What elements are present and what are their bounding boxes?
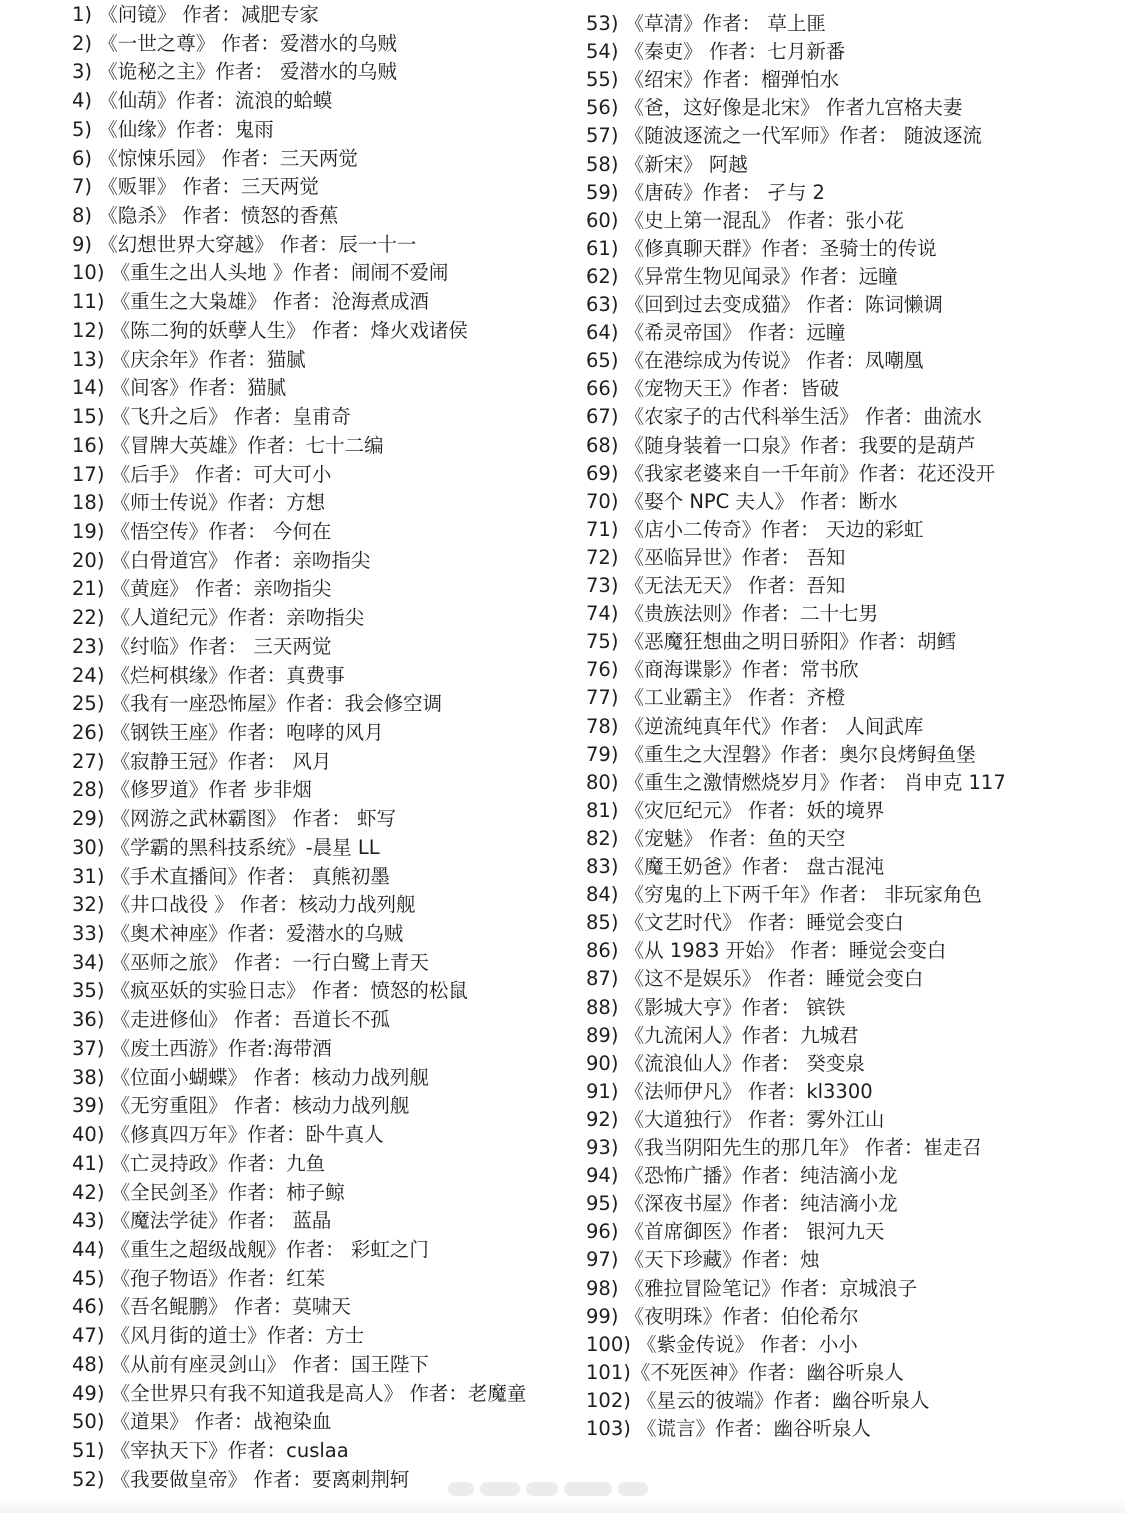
- book-entry: 40) 《修真四万年》作者：卧牛真人: [72, 1123, 384, 1147]
- book-entry: 31) 《手术直播间》作者： 真熊初墨: [72, 864, 390, 888]
- book-entry: 45) 《孢子物语》作者：红茱: [72, 1266, 326, 1290]
- book-entry: 39) 《无穷重阻》 作者：核动力战列舰: [72, 1094, 410, 1118]
- book-entry: 47) 《风月街的道士》作者：方士: [72, 1324, 365, 1348]
- book-entry: 38) 《位面小蝴蝶》 作者：核动力战列舰: [72, 1065, 429, 1089]
- book-entry: 77) 《工业霸主》 作者：齐橙: [586, 686, 846, 710]
- book-entry: 59) 《唐砖》作者： 孑与 2: [586, 180, 825, 204]
- book-entry: 41) 《亡灵持政》作者：九鱼: [72, 1151, 326, 1175]
- book-entry: 53) 《草清》作者： 草上匪: [586, 12, 826, 35]
- book-entry: 79) 《重生之大涅磐》作者：奥尔良烤鲟鱼堡: [586, 742, 976, 766]
- book-entry: 17) 《后手》 作者：可大可小: [72, 462, 332, 486]
- book-entry: 87) 《这不是娱乐》 作者：睡觉会变白: [586, 967, 924, 991]
- book-entry: 75) 《恶魔狂想曲之明日骄阳》作者：胡鳕: [586, 630, 957, 654]
- book-entry: 6) 《惊悚乐园》 作者：三天两觉: [72, 146, 358, 170]
- book-entry: 86) 《从 1983 开始》 作者：睡觉会变白: [586, 939, 947, 963]
- book-entry: 63) 《回到过去变成猫》 作者：陈词懒调: [586, 293, 943, 316]
- book-entry: 82) 《宠魅》 作者：鱼的天空: [586, 826, 846, 850]
- book-entry: 27) 《寂静王冠》作者： 风月: [72, 749, 332, 773]
- book-entry: 15) 《飞升之后》 作者：皇甫奇: [72, 405, 351, 429]
- book-entry: 94) 《恐怖广播》作者：纯洁滴小龙: [586, 1164, 898, 1188]
- book-entry: 32) 《井口战役 》 作者：核动力战列舰: [72, 893, 416, 917]
- book-entry: 4) 《仙葫》作者：流浪的蛤蟆: [72, 89, 333, 113]
- book-entry: 68) 《随身装着一口泉》作者：我要的是葫芦: [586, 433, 976, 457]
- book-entry: 51) 《宰执天下》作者：cuslaa: [72, 1439, 349, 1462]
- book-entry: 50) 《道果》 作者：战袍染血: [72, 1410, 332, 1434]
- book-entry: 43) 《魔法学徒》作者： 蓝晶: [72, 1209, 332, 1233]
- book-entry: 90) 《流浪仙人》作者： 癸变泉: [586, 1051, 865, 1075]
- book-entry: 91) 《法师伊凡》 作者：kl3300: [586, 1079, 873, 1103]
- book-entry: 12) 《陈二狗的妖孽人生》 作者：烽火戏诸侯: [72, 318, 468, 342]
- book-entry: 21) 《黄庭》 作者：亲吻指尖: [72, 577, 332, 601]
- book-entry: 7) 《贩罪》 作者：三天两觉: [72, 175, 319, 199]
- book-entry: 48) 《从前有座灵剑山》 作者：国王陛下: [72, 1352, 429, 1376]
- book-entry: 65) 《在港综成为传说》 作者：凤嘲凰: [586, 349, 924, 373]
- book-entry: 37) 《废土西游》作者:海带酒: [72, 1036, 332, 1060]
- book-entry: 88) 《影城大亨》作者： 镔铁: [586, 995, 846, 1019]
- book-entry: 101)《不死医神》作者：幽谷听泉人: [586, 1360, 904, 1384]
- book-entry: 61) 《修真聊天群》作者：圣骑士的传说: [586, 236, 937, 260]
- book-entry: 23) 《纣临》作者： 三天两觉: [72, 634, 332, 658]
- book-entry: 66) 《宠物天王》作者：皆破: [586, 377, 840, 401]
- book-entry: 9) 《幻想世界大穿越》 作者：辰一十一: [72, 232, 417, 256]
- book-entry: 22) 《人道纪元》作者：亲吻指尖: [72, 606, 365, 630]
- book-entry: 36) 《走进修仙》 作者：吾道长不孤: [72, 1008, 390, 1032]
- book-entry: 103) 《谎言》作者：幽谷听泉人: [586, 1417, 872, 1440]
- book-entry: 98) 《雅拉冒险笔记》作者：京城浪子: [586, 1276, 918, 1300]
- book-entry: 57) 《随波逐流之一代军师》作者： 随波逐流: [586, 124, 982, 148]
- book-entry: 49) 《全世界只有我不知道我是高人》 作者：老魔童: [72, 1381, 527, 1405]
- book-entry: 100) 《紫金传说》 作者：小小: [586, 1332, 858, 1356]
- book-entry: 34) 《巫师之旅》 作者：一行白鹭上青天: [72, 950, 429, 974]
- bottom-fade: [0, 1497, 1125, 1513]
- book-entry: 70) 《娶个 NPC 夫人》 作者：断水: [586, 489, 898, 513]
- book-entry: 67) 《农家子的古代科举生活》 作者：曲流水: [586, 405, 982, 429]
- book-entry: 46) 《吾名鲲鹏》 作者：莫啸天: [72, 1295, 351, 1319]
- book-entry: 35) 《疯巫妖的实验日志》 作者：愤怒的松鼠: [72, 979, 468, 1003]
- book-entry: 16) 《冒牌大英雄》作者：七十二编: [72, 433, 384, 457]
- book-entry: 13) 《庆余年》作者：猫腻: [72, 347, 306, 371]
- book-entry: 11) 《重生之大枭雄》 作者：沧海煮成酒: [72, 290, 429, 314]
- book-entry: 24) 《烂柯棋缘》作者：真费事: [72, 663, 345, 687]
- book-entry: 19) 《悟空传》作者： 今何在: [72, 519, 332, 543]
- book-entry: 5) 《仙缘》作者：鬼雨: [72, 117, 274, 141]
- book-entry: 97) 《天下珍藏》作者：烛: [586, 1248, 820, 1272]
- book-entry: 52) 《我要做皇帝》 作者：要离刺荆轲: [72, 1467, 410, 1491]
- book-entry: 80) 《重生之激情燃烧岁月》作者： 肖申克 117: [586, 770, 1006, 794]
- book-entry: 54) 《秦吏》 作者：七月新番: [586, 40, 846, 64]
- book-entry: 74) 《贵族法则》作者：二十七男: [586, 602, 879, 626]
- book-entry: 3) 《诡秘之主》作者： 爱潜水的乌贼: [72, 60, 397, 84]
- book-entry: 25) 《我有一座恐怖屋》作者：我会修空调: [72, 692, 443, 716]
- book-entry: 72) 《巫临异世》作者： 吾知: [586, 545, 846, 569]
- book-entry: 99) 《夜明珠》作者：伯伦希尔: [586, 1304, 859, 1328]
- book-entry: 1) 《问镜》 作者：减肥专家: [72, 3, 319, 26]
- book-entry: 85) 《文艺时代》 作者：睡觉会变白: [586, 911, 904, 935]
- book-entry: 62) 《异常生物见闻录》作者：远瞳: [586, 264, 898, 288]
- book-entry: 89) 《九流闲人》作者：九城君: [586, 1023, 859, 1047]
- book-entry: 42) 《全民剑圣》作者：柿子鲸: [72, 1180, 345, 1204]
- book-entry: 14) 《间客》作者：猫腻: [72, 376, 287, 400]
- book-entry: 28) 《修罗道》作者 步非烟: [72, 778, 312, 802]
- book-entry: 64) 《希灵帝国》 作者：远瞳: [586, 321, 846, 345]
- book-entry: 44) 《重生之超级战舰》作者： 彩虹之门: [72, 1237, 429, 1261]
- book-entry: 83) 《魔王奶爸》作者： 盘古混沌: [586, 855, 885, 878]
- book-entry: 26) 《钢铁王座》作者：咆哮的风月: [72, 721, 384, 744]
- book-entry: 84) 《穷鬼的上下两千年》作者： 非玩家角色: [586, 883, 982, 907]
- book-entry: 71) 《店小二传奇》作者： 天边的彩虹: [586, 517, 924, 541]
- book-entry: 96) 《首席御医》作者： 银河九天: [586, 1220, 885, 1244]
- book-entry: 18) 《师士传说》作者：方想: [72, 491, 326, 515]
- book-entry: 2) 《一世之尊》 作者：爱潜水的乌贼: [72, 31, 397, 55]
- book-entry: 33) 《奥术神座》作者：爱潜水的乌贼: [72, 922, 404, 946]
- book-entry: 102) 《星云的彼端》作者：幽谷听泉人: [586, 1388, 930, 1412]
- book-entry: 69) 《我家老婆来自一千年前》作者：花还没开: [586, 461, 996, 485]
- book-entry: 81) 《灾厄纪元》 作者：妖的境界: [586, 798, 885, 822]
- book-entry: 73) 《无法无天》 作者：吾知: [586, 574, 846, 597]
- book-entry: 20) 《白骨道宫》 作者：亲吻指尖: [72, 548, 371, 572]
- book-entry: 10) 《重生之出人头地 》作者：闹闹不爱闹: [72, 261, 449, 285]
- book-entry: 55) 《绍宋》作者：榴弹怕水: [586, 68, 840, 92]
- book-entry: 92) 《大道独行》 作者：雾外江山: [586, 1107, 885, 1131]
- book-entry: 58) 《新宋》 阿越: [586, 152, 748, 176]
- book-entry: 8) 《隐杀》 作者：愤怒的香蕉: [72, 204, 339, 228]
- book-entry: 56) 《爸，这好像是北宋》 作者九宫格夫妻: [586, 96, 963, 120]
- book-entry: 30) 《学霸的黑科技系统》-晨星 LL: [72, 835, 380, 859]
- book-entry: 76) 《商海谍影》作者：常书欣: [586, 658, 859, 682]
- book-entry: 60) 《史上第一混乱》 作者：张小花: [586, 208, 904, 232]
- book-entry: 78) 《逆流纯真年代》作者： 人间武库: [586, 714, 924, 738]
- book-entry: 95) 《深夜书屋》作者：纯洁滴小龙: [586, 1192, 898, 1216]
- book-entry: 29) 《网游之武林霸图》 作者： 虾写: [72, 807, 397, 831]
- book-entry: 93) 《我当阴阳先生的那几年》 作者：崔走召: [586, 1136, 982, 1159]
